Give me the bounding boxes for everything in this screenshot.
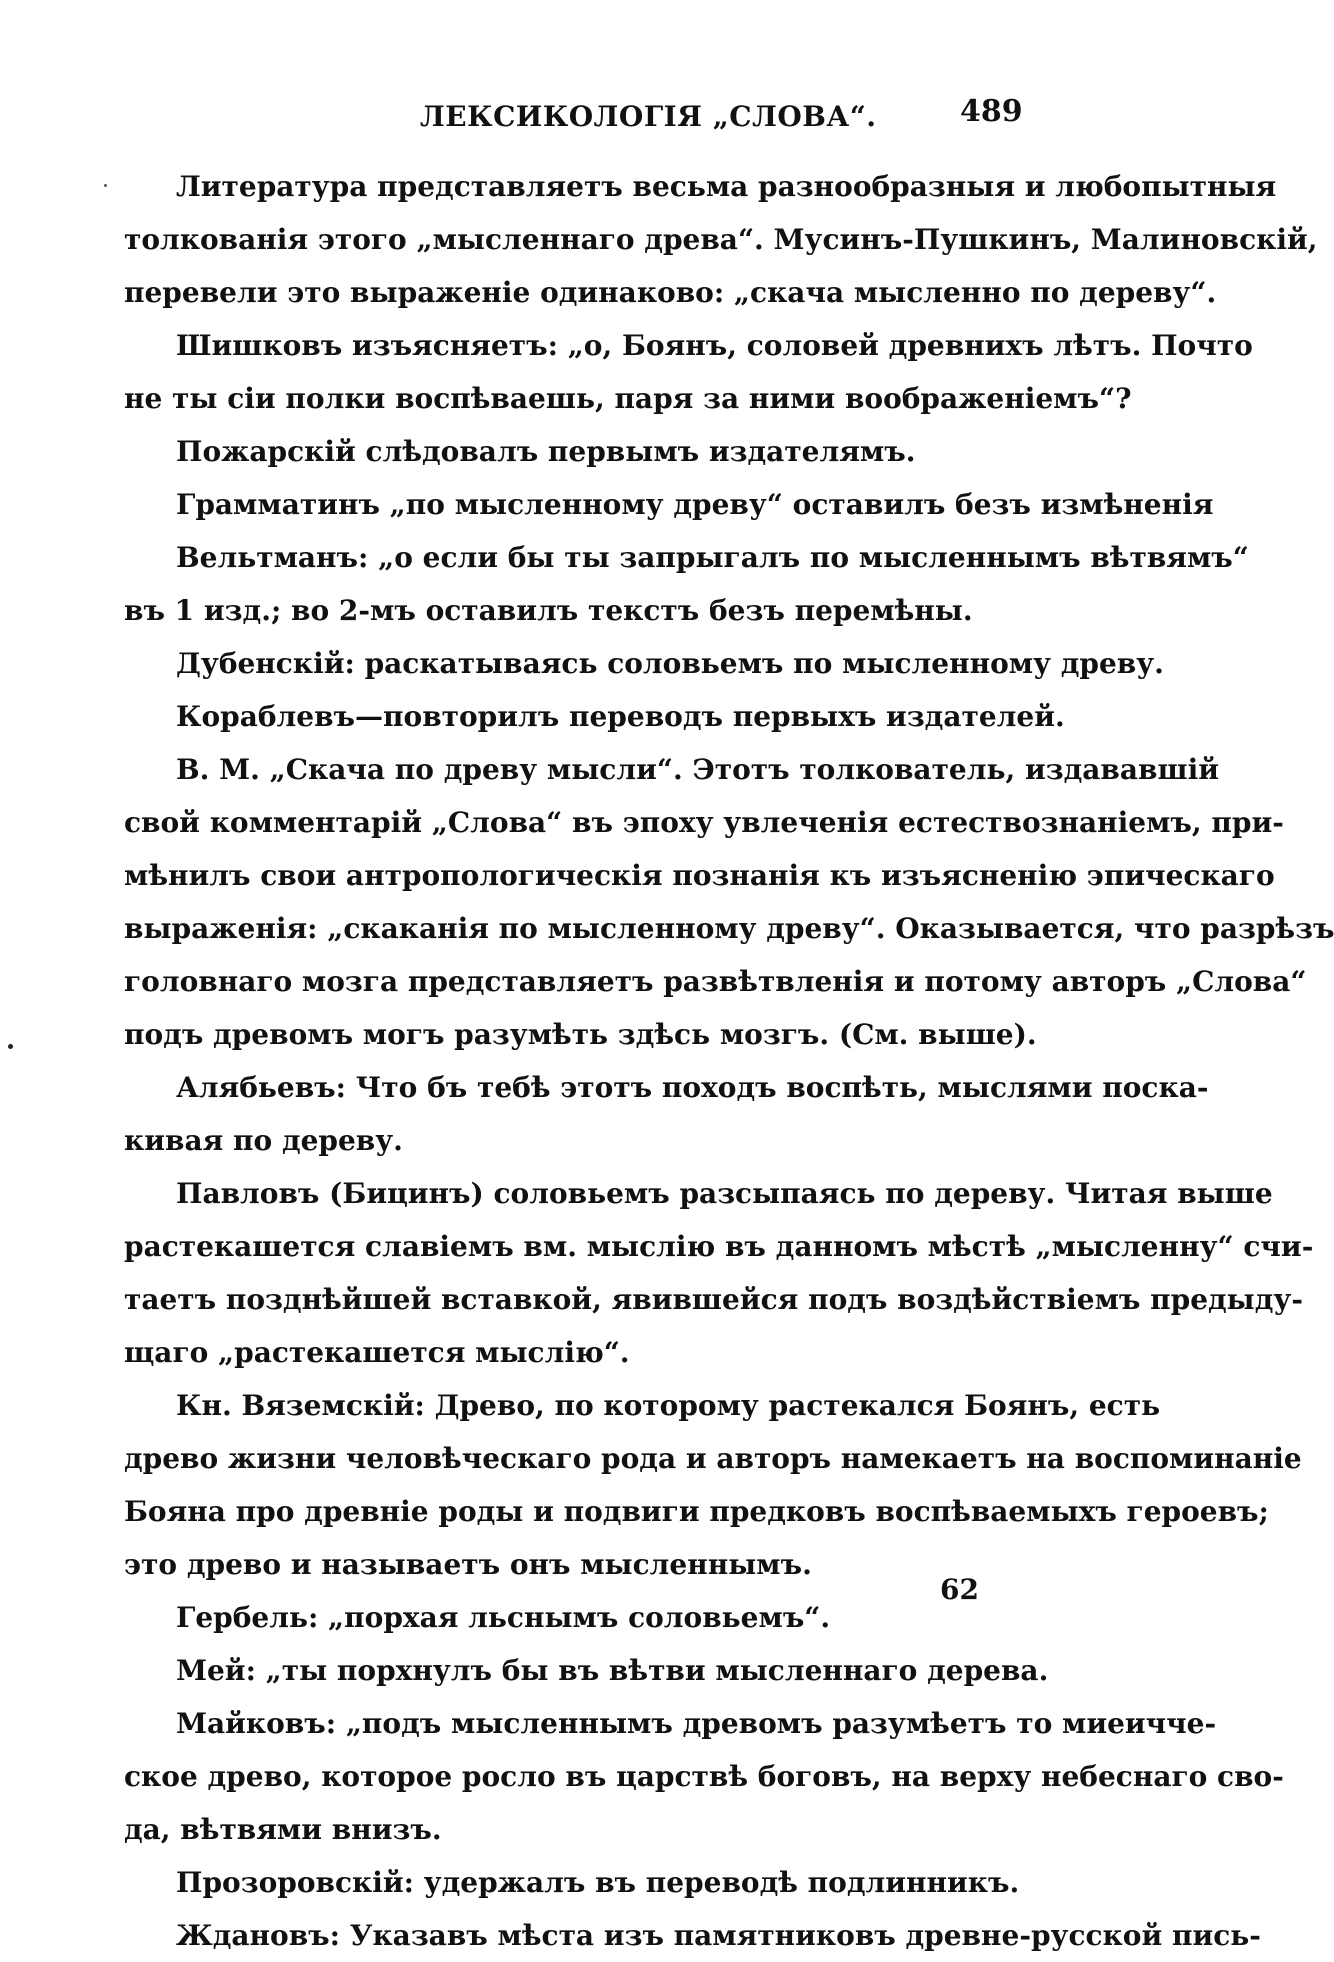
margin-speck bbox=[104, 184, 107, 187]
text-line: Мей: „ты порхнулъ бы въ вѣтви мысленнаго дерева. bbox=[176, 1654, 1049, 1687]
text-line: растекашется славіемъ вм. мыслію въ данномъ мѣстѣ „мысленну“ счи- bbox=[124, 1230, 1314, 1263]
text-line: таетъ позднѣйшей вставкой, явившейся подъ воздѣйствіемъ предыду- bbox=[124, 1283, 1303, 1316]
text-line: головнаго мозга представляетъ развѣтвленія и потому авторъ „Слова“ bbox=[124, 965, 1307, 998]
margin-mark bbox=[8, 1044, 13, 1049]
text-line: Кн. Вяземскій: Древо, по которому растекался Боянъ, есть bbox=[176, 1389, 1161, 1422]
text-line: Прозоровскій: удержалъ въ переводѣ подлинникъ. bbox=[176, 1866, 1020, 1899]
text-line: Гербель: „порхая льснымъ соловьемъ“. bbox=[176, 1601, 831, 1634]
text-line: это древо и называетъ онъ мысленнымъ. bbox=[124, 1548, 812, 1581]
text-line: перевели это выраженіе одинаково: „скача мысленно по дереву“. bbox=[124, 276, 1217, 309]
text-line: В. М. „Скача по древу мысли“. Этотъ толкователь, издававшій bbox=[176, 753, 1219, 786]
text-line: Шишковъ изъясняетъ: „о, Боянъ, соловей древнихъ лѣтъ. Почто bbox=[176, 329, 1253, 362]
text-line: Майковъ: „подъ мысленнымъ древомъ разумѣетъ то миеичче- bbox=[176, 1707, 1217, 1740]
text-line: ское древо, которое росло въ царствѣ боговъ, на верху небеснаго сво- bbox=[124, 1760, 1284, 1793]
text-line: свой комментарій „Слова“ въ эпоху увлеченія естествознаніемъ, при- bbox=[124, 806, 1284, 839]
text-line: Павловъ (Бицинъ) соловьемъ разсыпаясь по дереву. Читая выше bbox=[176, 1177, 1273, 1210]
text-line: подъ древомъ могъ разумѣть здѣсь мозгъ. (См. выше). bbox=[124, 1018, 1037, 1051]
text-line: Дубенскій: раскатываясь соловьемъ по мысленному древу. bbox=[176, 647, 1164, 680]
printer-signature: 62 bbox=[940, 1573, 979, 1606]
text-line: Кораблевъ—повторилъ переводъ первыхъ издателей. bbox=[176, 700, 1065, 733]
text-line: Ждановъ: Указавъ мѣста изъ памятниковъ древне-русской пись- bbox=[176, 1919, 1261, 1952]
body-text bbox=[124, 160, 1334, 1962]
text-line: Алябьевъ: Что бъ тебѣ этотъ походъ воспѣть, мыслями поска- bbox=[176, 1071, 1209, 1104]
text-line: толкованія этого „мысленнаго древа“. Мусинъ-Пушкинъ, Малиновскій, bbox=[124, 223, 1318, 256]
text-line: щаго „растекашется мыслію“. bbox=[124, 1336, 630, 1369]
text-line: Грамматинъ „по мысленному древу“ оставилъ безъ измѣненія bbox=[176, 488, 1214, 521]
running-title: ЛЕКСИКОЛОГІЯ „СЛОВА“. bbox=[420, 100, 877, 133]
text-line: древо жизни человѣческаго рода и авторъ намекаетъ на воспоминаніе bbox=[124, 1442, 1302, 1475]
page-header bbox=[0, 94, 1140, 140]
text-line: выраженія: „скаканія по мысленному древу“. Оказывается, что разрѣзъ bbox=[124, 912, 1334, 945]
text-line: да, вѣтвями внизъ. bbox=[124, 1813, 442, 1846]
text-line: кивая по дереву. bbox=[124, 1124, 403, 1157]
text-line: въ 1 изд.; во 2-мъ оставилъ текстъ безъ перемѣны. bbox=[124, 594, 973, 627]
text-line: Литература представляетъ весьма разнообразныя и любопытныя bbox=[176, 170, 1277, 203]
text-line: Вельтманъ: „о если бы ты запрыгалъ по мысленнымъ вѣтвямъ“ bbox=[176, 541, 1249, 574]
text-line: мѣнилъ свои антропологическія познанія къ изъясненію эпическаго bbox=[124, 859, 1275, 892]
page-number: 489 bbox=[960, 94, 1023, 129]
text-line: Бояна про древніе роды и подвиги предковъ воспѣваемыхъ героевъ; bbox=[124, 1495, 1269, 1528]
text-line: Пожарскій слѣдовалъ первымъ издателямъ. bbox=[176, 435, 916, 468]
text-line: не ты сіи полки воспѣваешь, паря за ними воображеніемъ“? bbox=[124, 382, 1132, 415]
